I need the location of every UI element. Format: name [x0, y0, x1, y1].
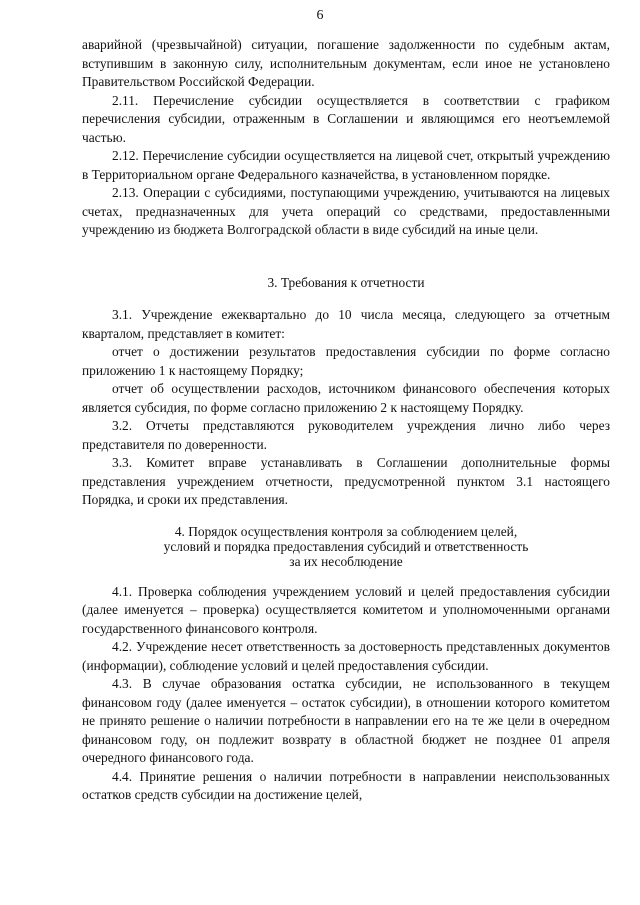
page-number: 6 — [316, 8, 324, 23]
section-4-title-line-2: условий и порядка предоставления субсидий и ответственность — [163, 538, 529, 554]
section-4-title-line-3: за их несоблюдение — [289, 553, 403, 569]
paragraph-4-1: 4.1. Проверка соблюдения учреждением условий и целей предоставления субсидии (далее именуется – проверка) осуществляется комитетом и уполномоченными органами государственного финансового контроля. — [82, 583, 610, 636]
section-4-title-line-1: 4. Порядок осуществления контроля за соблюдением целей, — [174, 523, 518, 539]
paragraph-3-2: 3.2. Отчеты представляются руководителем учреждения лично либо через представителя по доверенности. — [82, 418, 610, 452]
paragraph-2-11: 2.11. Перечисление субсидии осуществляется в соответствии с графиком перечисления субсидии, отраженным в Соглашении и являющимся его неотъемлемой частью. — [82, 92, 610, 145]
paragraph-3-1-item-2: отчет об осуществлении расходов, источником финансового обеспечения которых является субсидия, по форме согласно приложению 2 к настоящему Порядку. — [82, 381, 610, 415]
paragraph-4-4: 4.4. Принятие решения о наличии потребности в направлении неиспользованных остатков средств субсидии на достижение целей, — [82, 768, 610, 802]
paragraph-3-1: 3.1. Учреждение ежеквартально до 10 числа месяца, следующего за отчетным кварталом, представляет в комитет: — [82, 307, 610, 341]
paragraph-3-1-item-1: отчет о достижении результатов предоставления субсидии по форме согласно приложению 1 к настоящему Порядку; — [82, 344, 610, 378]
paragraph-4-2: 4.2. Учреждение несет ответственность за достоверность представленных документов (информации), соблюдение условий и целей предоставления субсидии. — [82, 639, 610, 673]
paragraph-continuation: аварийной (чрезвычайной) ситуации, погашение задолженности по судебным актам, вступившим в законную силу, исполнительным документам, если иное не установлено Правительством Российской Федерации. — [82, 37, 610, 89]
paragraph-2-12: 2.12. Перечисление субсидии осуществляется на лицевой счет, открытый учреждению в Территориальном органе Федерального казначейства, в установленном порядке. — [82, 148, 610, 182]
section-4-title — [82, 524, 610, 569]
paragraph-2-13: 2.13. Операции с субсидиями, поступающими учреждению, учитываются на лицевых счетах, предназначенных для учета операций со средствами, предоставленными учреждению из бюджета Волгоградской области в виде субсидий на иные цели. — [82, 185, 610, 237]
paragraph-3-3: 3.3. Комитет вправе устанавливать в Соглашении дополнительные формы представления учреждением отчетности, предусмотренной пунктом 3.1 настоящего Порядка, и сроки их представления. — [82, 455, 610, 507]
paragraph-4-3: 4.3. В случае образования остатка субсидии, не использованного в текущем финансовом году (далее именуется – остаток субсидии), в отношении которого комитетом не принято решение о наличии потребности в направлении его на те же цели в очередном финансовом году, он подлежит возврату в областной бюджет не позднее 01 апреля очередного финансового года. — [82, 676, 610, 765]
document-body — [82, 36, 610, 805]
section-3-title: 3. Требования к отчетности — [267, 274, 425, 290]
